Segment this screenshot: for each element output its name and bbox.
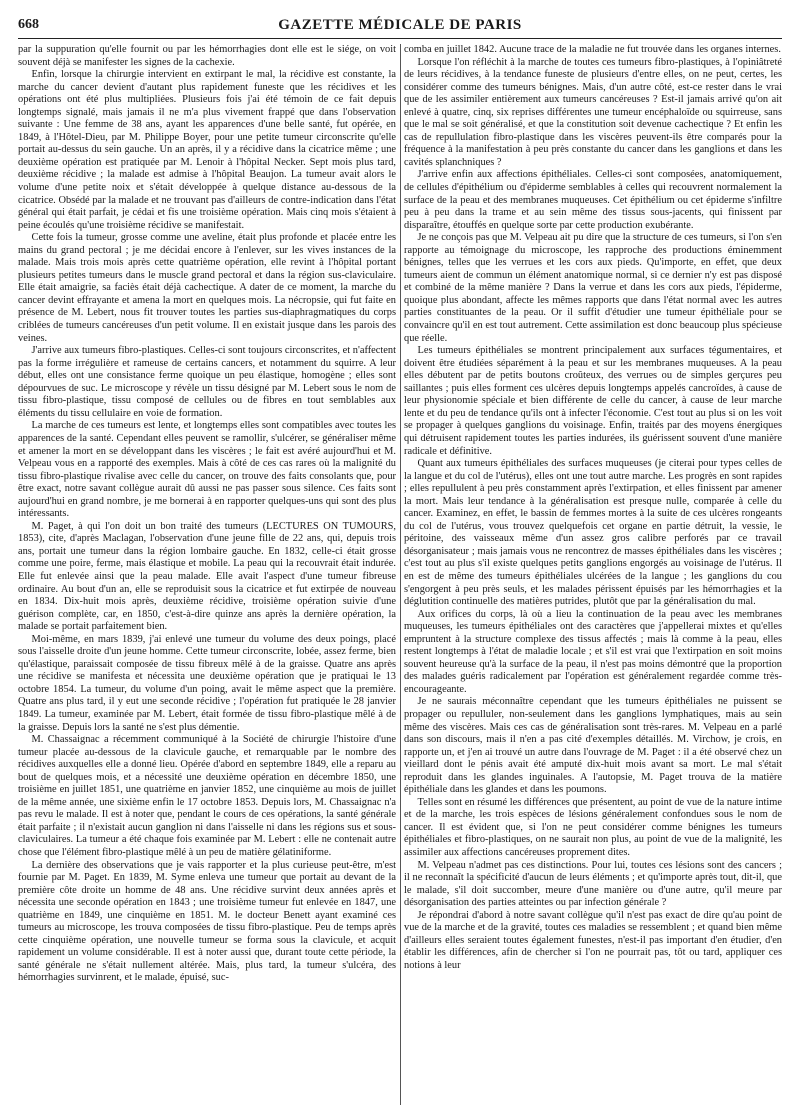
paragraph: Lorsque l'on réfléchit à la marche de toutes ces tumeurs fibro-plastiques, à l'opiniâtreté de leurs récidives, à la tendance funeste de plusieurs d'entre elles, on ne peut, certes, les considérer comme des tumeurs bénignes. Mais, d'un autre côté, est-ce rester dans le vrai que de les assimiler entièrement aux tumeurs cancéreuses ? Est-il jamais arrivé qu'on ait enlevé à quatre, cinq, six reprises différentes une tumeur encéphaloïde ou squirreuse, sans que le mal se soit généralisé, et que la constitution soit devenue cachectique ? Et enfin les cas de repullulation fibro-plastique dans les viscères peuvent-ils être comparés pour la fréquence à la manifestation à peu près constante du cancer dans les ganglions et dans les cavités splanchniques ?	[404, 56, 782, 168]
paragraph: comba en juillet 1842. Aucune trace de la maladie ne fut trouvée dans les organes internes.	[404, 44, 781, 55]
journal-title: GAZETTE MÉDICALE DE PARIS	[278, 17, 522, 33]
paragraph: Moi-même, en mars 1839, j'ai enlevé une tumeur du volume des deux poings, placé sous l'aisselle droite d'un jeune homme. Cette tumeur circonscrite, lobée, assez ferme, bien qu'élastique, paraissait composée de tissu fibreux mêlé à de la graisse. Quatre ans après une récidive se manifesta et nécessita une deuxième opération que je pratiquai le 13 octobre 1854. La tumeur, du volume d'un poing, avait le même aspect que la première. Quatre ans plus tard, il y eut une seconde récidive ; l'opération fut pratiquée le 28 janvier 1849. La tumeur, examinée par M. Lebert, était formée de tissu fibro-plastique mêlé à de la graisse. Depuis lors la santé ne s'est plus démentie.	[18, 633, 396, 733]
paragraph: Cette fois la tumeur, grosse comme une aveline, était plus profonde et placée entre les mains du grand pectoral ; je me décidai encore à l'enlever, sur les vives instances de la malade. Mais trois mois après cette quatrième opération, elle revint à l'hôpital portant plusieurs petites tumeurs dans le muscle grand pectoral et dans la région sus-claviculaire. Elle était amaigrie, sa faciès était déjà cachectique. A dater de ce moment, la marche du cancer devint effrayante et amena la mort en quelques mois. La nécropsie, qui fut faite en présence de M. Lebert, nous fit trouver toutes les parties sus-diaphragmatiques du corps criblées de tumeurs cancéreuses d'un petit volume. Il en existait jusque dans les parois des veines.	[18, 232, 396, 344]
paragraph: Enfin, lorsque la chirurgie intervient en extirpant le mal, la récidive est constante, la marche du cancer devient d'autant plus rapidement funeste que les récidives et les opérations ont été plus multipliées. Plusieurs fois j'ai été témoin de ce fait depuis longtemps signalé, mais jamais il ne m'a plus vivement frappé que dans l'observation suivante : Une femme de 38 ans, ayant les apparences d'une belle santé, fut opérée, en 1849, à l'Hôtel-Dieu, par M. Philippe Boyer, pour une petite tumeur circonscrite qu'elle portait au-dessus du sein gauche. Un an après, il y a récidive dans la cicatrice même ; une deuxième opération est pratiquée par M. Lenoir à l'hôpital Necker. Sept mois plus tard, deuxième récidive ; la malade est admise à l'hôpital Beaujon. La tumeur avait alors le volume d'une petite noix et s'était développée à quelque distance au-dessous de la cicatrice. Obsédé par la malade et ne trouvant pas d'ailleurs de contre-indication dans l'état général qui était parfait, je cédai et fis une troisième opération. Mais cinq mois s'étaient à peine écoulés qu'une troisième récidive se manifestait.	[18, 69, 396, 231]
paragraph: M. Chassaignac a récemment communiqué à la Société de chirurgie l'histoire d'une tumeur placée au-dessous de la clavicule gauche, et remarquable par le nombre des récidives auxquelles elle a donné lieu. Opérée d'abord en septembre 1849, elle a reparu au bout de quelques mois, et a nécessité une deuxième opération en décembre 1850, une troisième en juillet 1851, une quatrième en janvier 1852, une cinquième au mois de juillet de la même année, une sixième enfin le 17 octobre 1853. Depuis lors, M. Chassaignac n'a pas revu le malade. Il est à noter que, pendant le cours de ces opérations, la santé générale était parfaite ; il n'existait aucun ganglion ni dans l'aisselle ni dans les régions sus et sous-claviculaires. La tumeur a été chaque fois examinée par M. Lebert : elle ne contenait autre chose que l'élément fibro-plastique mêlé à un peu de matière gélatiniforme.	[18, 734, 396, 858]
paragraph: Je répondrai d'abord à notre savant collègue qu'il n'est pas exact de dire qu'au point de vue de la marche et de la gravité, toutes ces maladies se ressemblent ; et quand bien même d'ailleurs elles seraient toutes également funestes, n'est-il pas important d'en étudier, d'en établir les différences, afin de chercher si l'on ne pourrait pas, tôt ou tard, appliquer ces notions à leur	[404, 909, 782, 971]
paragraph: La marche de ces tumeurs est lente, et longtemps elles sont compatibles avec toutes les apparences de la santé. Cependant elles peuvent se ramollir, s'ulcérer, se généraliser même et amener la mort en se développant dans les viscères ; le fait est avéré aujourd'hui et M. Velpeau vous en a rapporté des exemples. Mais à côté de ces cas rares où la malignité du tissu fibro-plastique rivalise avec celle du cancer, on trouve des faits consolants que, pour être exact, notre savant collègue aurait dû aussi ne pas passer sous silence. Ces faits sont aujourd'hui en grand nombre, je me bornerai à en rapporter quelques-uns qui sont des plus intéressants.	[18, 420, 396, 520]
page-header	[18, 16, 782, 39]
paragraph: Telles sont en résumé les différences que présentent, au point de vue de la nature intime et de la marche, les trois espèces de lésions généralement confondues sous le nom de cancer. Il est évident que, si l'on ne peut considérer comme bénignes les tumeurs épithéliales et fibro-plastiques, on ne saurait non plus, au point de vue de la malignité, les assimiler aux affections cancéreuses proprement dites.	[404, 796, 782, 858]
paragraph: Quant aux tumeurs épithéliales des surfaces muqueuses (je citerai pour types celles de la langue et du col de l'utérus), elles ont une tout autre marche. Les progrès en sont rapides ; elles repullulent à peu près constamment après l'extirpation, et elles finissent par amener la mort. Mais leur tendance à la généralisation est presque nulle, comparée à celle du cancer. Examinez, en effet, le bassin de femmes mortes à la suite de ces ulcères rongeants du col de l'utérus, vous trouvez quelquefois cet organe en partie détruit, la vessie, le péritoine, des vaisseaux même d'un assez gros calibre perforés par ce travail désorganisateur ; mais jamais vous ne rencontrez de masses épithéliales dans les viscères ; c'est tout au plus s'il existe quelques petits ganglions engorgés au voisinage de l'utérus. Il en est de même des tumeurs épithéliales ulcérées de la langue ; les ganglions du cou s'engorgent à peu près seuls, et les malades périssent épuisés par les hémorrhagies et la déglutition continuelle des matières putrides, plutôt que par la généralisation du mal.	[404, 458, 782, 608]
paragraph: Les tumeurs épithéliales se montrent principalement aux surfaces tégumentaires, et doivent être étudiées séparément à la peau et sur les membranes muqueuses. A la peau elles débutent par de petits boutons croûteux, des verrues ou de simples gerçures peu saillantes ; puis elles forment ces ulcères depuis longtemps appelés cancroïdes, à cause de leur physionomie spéciale et bien différente de celle du cancer, à cause de leur marche lente et du peu de tendance qu'ils ont à infecter l'économie. C'est tout au plus si on les voit se propager à quelques ganglions du voisinage. Enfin, traités par des moyens énergiques qui détruisent rapidement toutes les parties indurées, ils guérissent souvent d'une manière radicale et définitive.	[404, 345, 782, 457]
paragraph: J'arrive enfin aux affections épithéliales. Celles-ci sont composées, anatomiquement, de cellules d'épithélium ou d'épiderme semblables à celles qui recouvrent normalement la surface de la peau et des membranes muqueuses. Cet épithélium ou cet épiderme s'infiltre peu à peu dans la trame et au sein même des tissus sous-jacents, qui finissent par disparaître, étouffés en quelque sorte par cette production exubérante.	[404, 169, 782, 231]
paragraph: M. Velpeau n'admet pas ces distinctions. Pour lui, toutes ces lésions sont des cancers ; il ne reconnaît la spécificité d'aucun de leurs éléments ; et qu'importe après tout, dit-il, que le malade, s'il doit succomber, meure d'une manière ou d'une autre, qu'il meure par désorganisation des parties atteintes ou par infection générale ?	[404, 859, 782, 909]
text-columns	[18, 44, 782, 1105]
paragraph: Je ne saurais méconnaître cependant que les tumeurs épithéliales ne puissent se propager ou repulluler, non-seulement dans les ganglions lymphatiques, mais au sein même des viscères. Mais ces cas de généralisation sont très-rares. M. Velpeau en a parlé dans son discours, mais il n'en a pas cité d'exemples détaillés. M. Virchow, je crois, en rapporte un, et j'en ai trouvé un autre dans l'ouvrage de M. Paget : il a été observé chez un vieillard dont le pénis avait été amputé dix-huit mois avant sa mort. Le mal s'était reproduit dans les glandes inguinales. A l'autopsie, M. Paget trouva de la matière épithéliale dans les glandes et dans les poumons.	[404, 696, 782, 796]
paragraph: par la suppuration qu'elle fournit ou par les hémorrhagies dont elle est le siége, on voit souvent déjà se manifester les signes de la cachexie.	[18, 44, 396, 68]
paragraph: Je ne conçois pas que M. Velpeau ait pu dire que la structure de ces tumeurs, si l'on s'en rapporte au témoignage du microscope, les rapproche des productions éminemment bénignes, telles que les verrues et les cors aux pieds. Qu'importe, en effet, que deux tumeurs aient de commun un élément anatomique normal, si ce dernier n'y est pas disposé et combiné de la même manière ? Dans la verrue et dans les cors aux pieds, l'épiderme, quoique plus abondant, affecte les mêmes rapports que dans l'état normal avec les autres parties constituantes de la peau. Or il suffit d'étudier une tumeur épithéliale pour se convaincre qu'il en est tout autrement. Cette assimilation est donc beaucoup plus spécieuse que réelle.	[404, 232, 782, 344]
paragraph: La dernière des observations que je vais rapporter et la plus curieuse peut-être, m'est fournie par M. Paget. En 1839, M. Syme enleva une tumeur que portait au devant de la première côte droite un homme de 48 ans. Une récidive survint deux années après et nécessita une seconde opération en 1843 ; une troisième tumeur fut enlevée en 1847, une quatrième en 1849, une cinquième en 1851. M. le docteur Benett ayant examiné ces tumeurs au microscope, les trouva composées de tissu fibro-plastique. Peu de temps après cette cinquième opération, une nouvelle tumeur se forma sous la clavicule, et acquit rapidement un volume considérable. Il est à noter aussi que, durant toute cette période, la santé générale ne s'était nullement altérée. Mais, plus tard, la tumeur s'ulcéra, des hémorrhagies survinrent, et le malade, épuisé, suc-	[18, 859, 396, 984]
page-number: 668	[18, 17, 39, 32]
paragraph: M. Paget, à qui l'on doit un bon traité des tumeurs (LECTURES ON TUMOURS, 1853), cite, d'après Maclagan, l'observation d'une jeune fille de 22 ans, qui, depuis trois ans, portait une tumeur dans la région lombaire gauche. En 1832, celle-ci était grosse comme une poire, ferme, mais élastique et mobile. La peau qui la recouvrait était indurée. Elle fut enlevée ainsi que la peau malade. Elle avait l'aspect d'une tumeur fibreuse ordinaire. Au bout d'un an, elle se reproduisit sous la cicatrice et fut extirpée de nouveau en 1834. Dix-huit mois après, deuxième récidive, troisième opération suivie d'une guérison complète, car, en 1850, c'est-à-dire quinze ans après la dernière opération, la malade se portait parfaitement bien.	[18, 520, 396, 633]
column-divider	[400, 44, 401, 1105]
right-column	[404, 44, 782, 1105]
paragraph: J'arrive aux tumeurs fibro-plastiques. Celles-ci sont toujours circonscrites, et n'affectent pas la forme irrégulière et rameuse de certains cancers, et notamment du squirre. A leur début, elles ont une consistance ferme quoique un peu élastique, homogène ; elles sont dépourvues de suc. Le microscope y révèle un tissu désigné par M. Lebert sous le nom de tissu fibro-plastique, tissu composé de cellules ou de fibres en tout semblables aux éléments du tissu cellulaire en voie de formation.	[18, 345, 396, 419]
left-column	[18, 44, 396, 1105]
paragraph: Aux orifices du corps, là où a lieu la continuation de la peau avec les membranes muqueuses, les tumeurs épithéliales ont des caractères que j'appellerai mixtes et qu'elles empruntent à la structure complexe des tissus affectés ; mais là comme à la peau, elles restent longtemps à l'état de maladie locale ; et s'il est vrai que l'extirpation en soit moins souvent heureuse qu'à la surface de la peau, il n'est pas moins démontré que la proportion des malades guéris radicalement par l'opération est généralement regardée comme très-encourageante.	[404, 608, 782, 695]
